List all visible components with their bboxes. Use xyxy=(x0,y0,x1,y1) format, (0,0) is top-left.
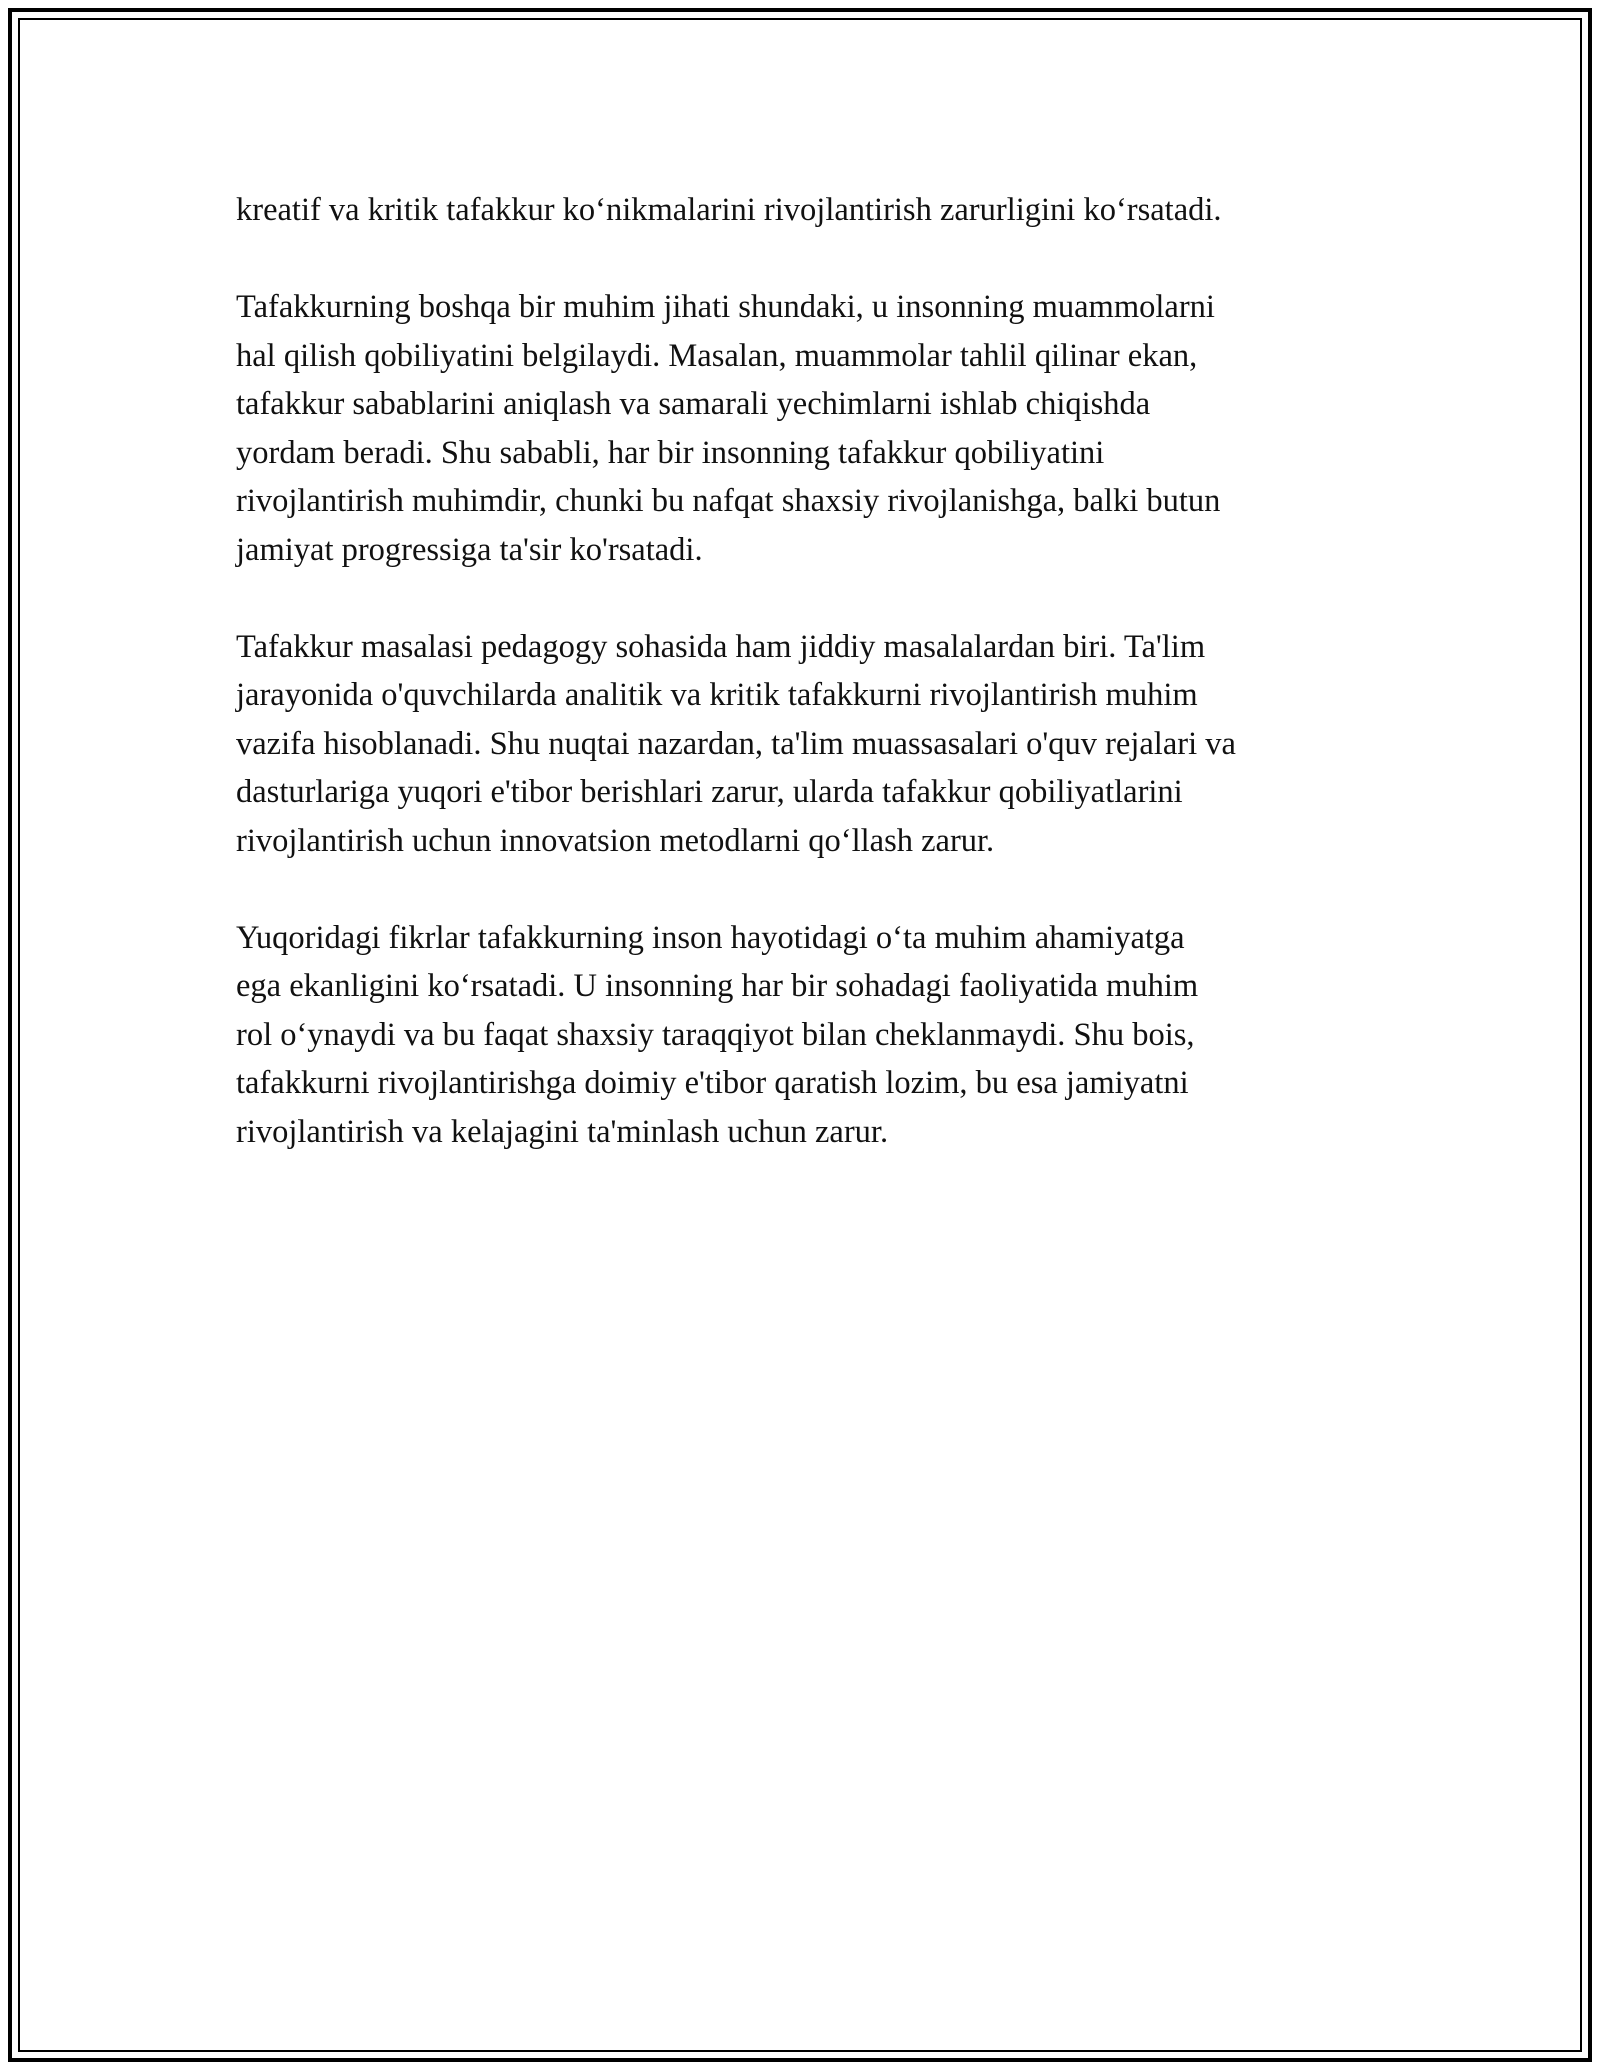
paragraph: Yuqoridagi fikrlar tafakkurning inson hayotidagi o‘ta muhim ahamiyatga ega ekanligini ko‘rsatadi. U insonning har bir sohadagi faoliyatida muhim rol o‘ynaydi va bu faqat shaxsiy taraqqiyot bilan cheklanmaydi. Shu bois, tafakkurni rivojlantirishga doimiy e'tibor qaratish lozim, bu esa jamiyatni rivojlantirish va kelajagini ta'minlash uchun zarur. xyxy=(236,919,1199,1150)
paragraph: Tafakkurning boshqa bir muhim jihati shundaki, u insonning muammolarni hal qilish qobiliyatini belgilaydi. Masalan, muammolar tahlil qilinar ekan, tafakkur sabablarini aniqlash va samarali yechimlarni ishlab chiqishda yordam beradi. Shu sababli, har bir insonning tafakkur qobiliyatini rivojlantirish muhimdir, chunki bu nafqat shaxsiy rivojlanishga, balki butun jamiyat progressiga ta'sir ko'rsatadi. xyxy=(236,289,1221,568)
document-body xyxy=(236,186,1386,1205)
paragraph: Tafakkur masalasi pedagogy sohasida ham jiddiy masalalardan biri. Ta'lim jarayonida o'quvchilarda analitik va kritik tafakkurni rivojlantirish muhim vazifa hisoblanadi. Shu nuqtai nazardan, ta'lim muassasalari o'quv rejalari va dasturlariga yuqori e'tibor berishlari zarur, ularda tafakkur qobiliyatlarini rivojlantirish uchun innovatsion metodlarni qo‘llash zarur. xyxy=(236,628,1236,859)
paragraph: kreatif va kritik tafakkur ko‘nikmalarini rivojlantirish zarurligini ko‘rsatadi. xyxy=(236,192,1222,228)
